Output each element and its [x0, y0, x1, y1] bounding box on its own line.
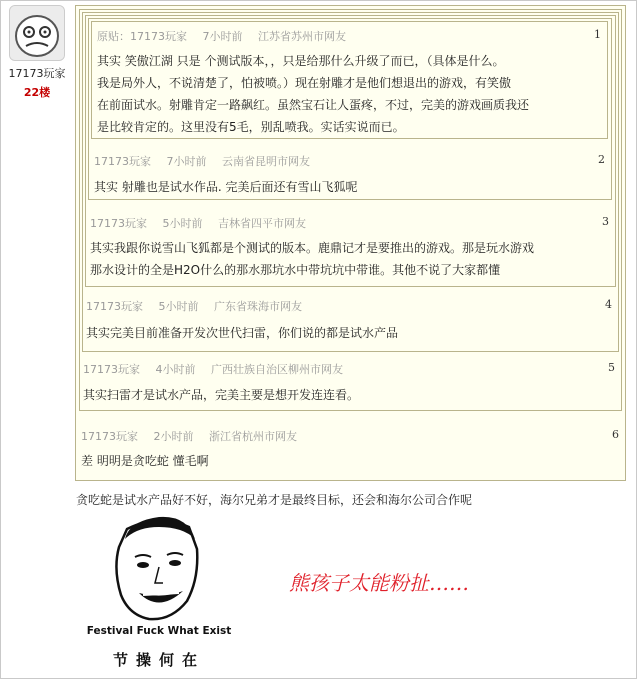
quote-location: 广西壮族自治区柳州市网友: [211, 363, 343, 376]
quote-text: 其实我跟你说雪山飞狐都是个测试的版本。鹿鼎记才是要推出的游戏。那是玩水游戏 那水设计的全是H2O什么的那水那坑水中带坑坑中带谁。其他不说了大家都懂: [90, 241, 535, 277]
quote-time: 4小时前: [155, 363, 196, 376]
quote-number: 6: [612, 428, 619, 441]
quote-meta-4: [86, 298, 314, 314]
quote-time: 2小时前: [153, 430, 194, 443]
quote-meta-3: [90, 215, 318, 231]
quote-time: 7小时前: [166, 155, 207, 168]
quote-time: 7小时前: [202, 30, 243, 43]
quote-user[interactable]: 17173玩家: [83, 363, 140, 376]
username[interactable]: 17173玩家: [8, 67, 66, 80]
quote-location: 云南省昆明市网友: [222, 155, 310, 168]
quote-user[interactable]: 17173玩家: [130, 30, 187, 43]
quote-location: 广东省珠海市网友: [214, 300, 302, 313]
meme-caption-cn: 节操何在: [112, 651, 205, 669]
quote-time: 5小时前: [162, 217, 203, 230]
quote-location: 浙江省杭州市网友: [209, 430, 297, 443]
floor-number: 22楼: [23, 86, 51, 99]
quote-text: 其实扫雷才是试水产品，完美主要是想开发连连看。: [83, 388, 360, 402]
quote-time: 5小时前: [158, 300, 199, 313]
quote-text: 其实 射雕也是试水作品. 完美后面还有雪山飞狐呢: [94, 180, 358, 194]
avatar[interactable]: [9, 5, 65, 61]
reply-text: 贪吃蛇是试水产品好不好，海尔兄弟才是最终目标，还会和海尔公司合作呢: [76, 493, 473, 507]
quote-text: 其实 笑傲江湖 只是 个测试版本，，只是给那什么升级了而已，（具体是什么。 我是局外人，不说清楚了，怕被喷。）现在射雕才是他们想退出的游戏，有笑傲 在前面试水。射雕肯定一路飙红。虽然宝石让人蛋疼，不过，完美的游戏画质我还 是比较肯定的。这里没有5毛，别乱喷我。实话实说而已。: [97, 54, 530, 134]
quote-number: 5: [608, 361, 615, 374]
quote-block-1: [91, 21, 608, 139]
rage-face-icon: [79, 509, 239, 625]
quote-number: 2: [598, 153, 605, 166]
quote-prefix: 原贴：: [97, 30, 130, 43]
quote-meta-6: [81, 428, 309, 444]
quote-text: 差 明明是贪吃蛇 懂毛啊: [81, 454, 209, 468]
quote-user[interactable]: 17173玩家: [94, 155, 151, 168]
quote-meta-2: [94, 153, 322, 169]
quote-number: 4: [605, 298, 612, 311]
meme-caption-en: Festival Fuck What Exist: [86, 625, 232, 637]
quote-meta-1: [97, 28, 358, 44]
quote-user[interactable]: 17173玩家: [86, 300, 143, 313]
meme-image: [79, 509, 239, 675]
rage-face-icon: [10, 6, 64, 60]
quote-location: 吉林省四平市网友: [218, 217, 306, 230]
quote-text: 其实完美目前准备开发次世代扫雷，你们说的都是试水产品: [86, 326, 399, 340]
quote-location: 江苏省苏州市网友: [258, 30, 346, 43]
quote-number: 1: [594, 28, 601, 41]
handwritten-comment: 熊孩子太能粉扯……: [289, 571, 469, 595]
quote-meta-5: [83, 361, 355, 377]
quote-user[interactable]: 17173玩家: [81, 430, 138, 443]
quote-number: 3: [602, 215, 609, 228]
quote-user[interactable]: 17173玩家: [90, 217, 147, 230]
user-column: [5, 5, 69, 100]
